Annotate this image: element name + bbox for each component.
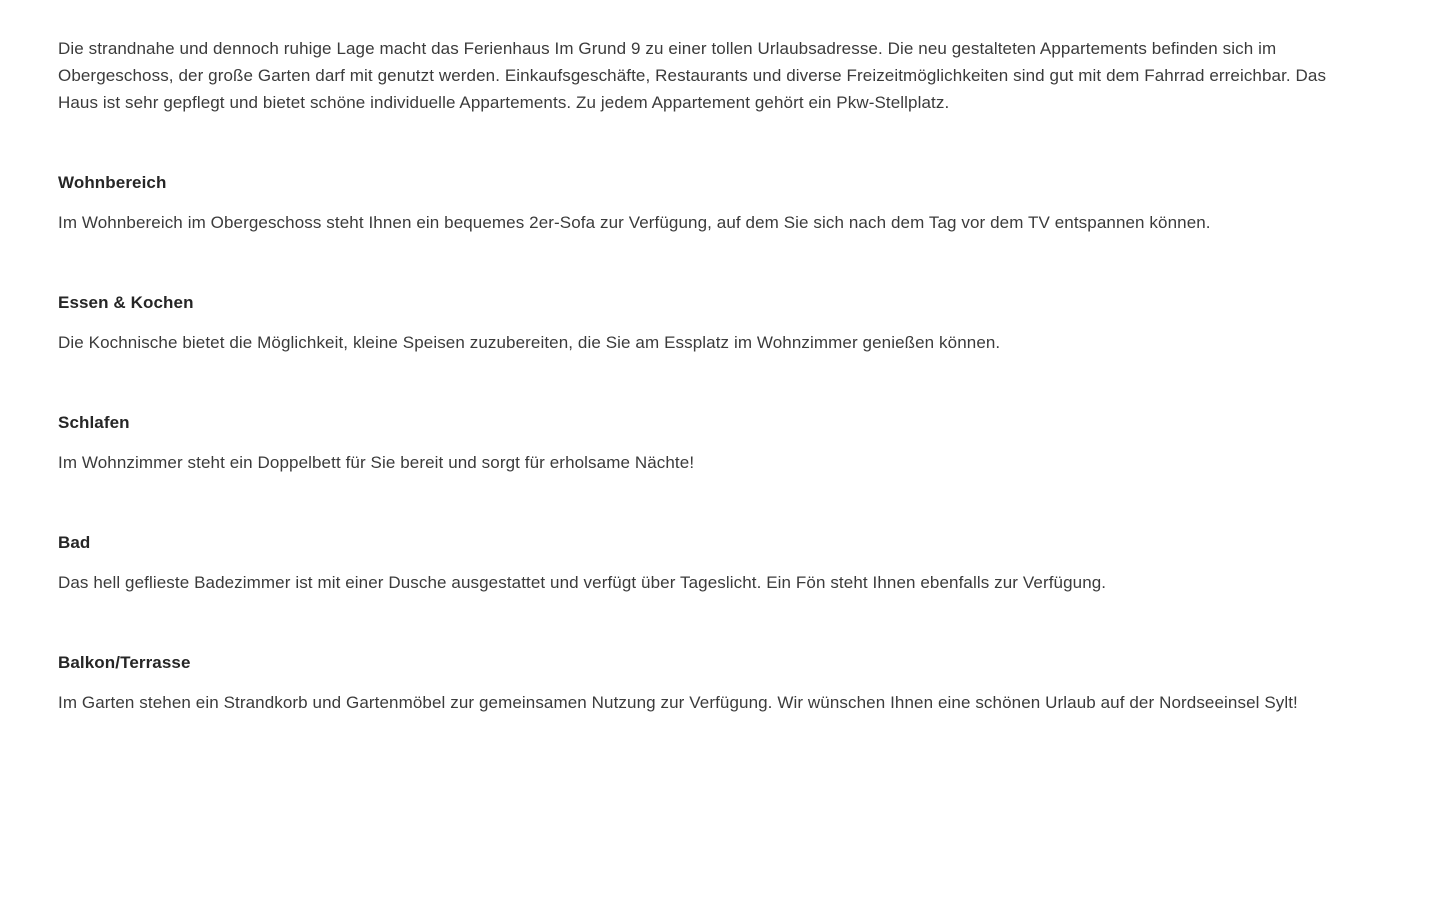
section-body-essen-kochen: Die Kochnische bietet die Möglichkeit, kleine Speisen zuzubereiten, die Sie am Essplatz im Wohnzimmer genießen können. (58, 333, 1001, 352)
section-heading-schlafen: Schlafen (58, 413, 130, 432)
section-heading-bad: Bad (58, 533, 91, 552)
section-heading-wohnbereich: Wohnbereich (58, 173, 167, 192)
section-balkon-terrasse (58, 651, 1340, 716)
section-wohnbereich (58, 171, 1340, 236)
section-body-wohnbereich: Im Wohnbereich im Obergeschoss steht Ihnen ein bequemes 2er-Sofa zur Verfügung, auf dem Sie sich nach dem Tag vor dem TV entspannen können. (58, 213, 1211, 232)
section-body-bad: Das hell geflieste Badezimmer ist mit einer Dusche ausgestattet und verfügt über Tageslicht. Ein Fön steht Ihnen ebenfalls zur Verfügung. (58, 573, 1107, 592)
section-bad (58, 531, 1340, 596)
intro-paragraph: Die strandnahe und dennoch ruhige Lage macht das Ferienhaus Im Grund 9 zu einer tollen Urlaubsadresse. Die neu gestalteten Appartements befinden sich im Obergeschoss, der große Garten darf mit genutzt werden. Einkaufsgeschäfte, Restaurants und diverse Freizeitmöglichkeiten sind gut mit dem Fahrrad erreichbar. Das Haus ist sehr gepflegt und bietet schöne individuelle Appartements. Zu jedem Appartement gehört ein Pkw-Stellplatz. (58, 39, 1327, 112)
section-heading-essen-kochen: Essen & Kochen (58, 293, 194, 312)
section-schlafen (58, 411, 1340, 476)
section-heading-balkon-terrasse: Balkon/Terrasse (58, 653, 191, 672)
section-body-balkon-terrasse: Im Garten stehen ein Strandkorb und Gartenmöbel zur gemeinsamen Nutzung zur Verfügung. Wir wünschen Ihnen eine schönen Urlaub auf der Nordseeinsel Sylt! (58, 693, 1298, 712)
section-essen-kochen (58, 291, 1340, 356)
section-body-schlafen: Im Wohnzimmer steht ein Doppelbett für Sie bereit und sorgt für erholsame Nächte! (58, 453, 695, 472)
